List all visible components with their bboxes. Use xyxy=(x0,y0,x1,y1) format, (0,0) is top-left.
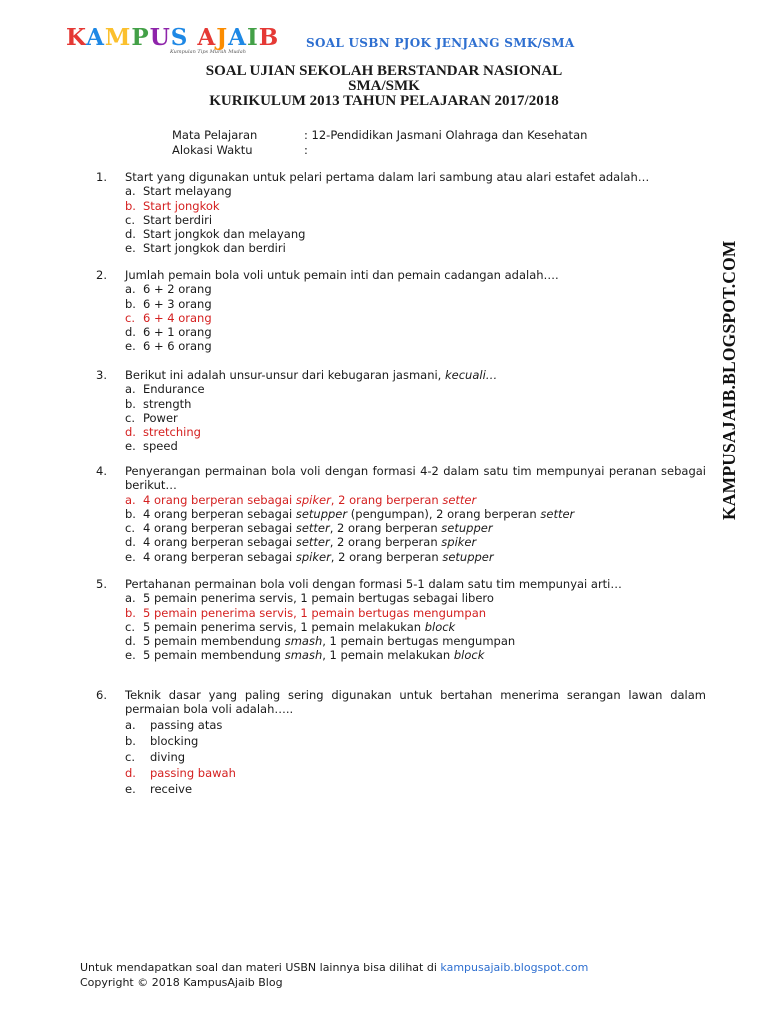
option xyxy=(125,634,706,648)
logo-letter: A xyxy=(228,24,247,51)
logo-letter: J xyxy=(216,24,229,51)
option-text: speed xyxy=(143,439,178,454)
option-list xyxy=(96,382,706,453)
question-text: Penyerangan permainan bola voli dengan formasi 4-2 dalam satu tim mempunyai peranan sebagai berikut… xyxy=(125,464,706,493)
option-text: 6 + 6 orang xyxy=(143,339,212,354)
footer-link[interactable]: kampusajaib.blogspot.com xyxy=(440,961,589,974)
option-letter: e. xyxy=(125,549,136,564)
option xyxy=(125,507,706,521)
option-text: Power xyxy=(143,410,178,425)
option-letter: e. xyxy=(125,339,136,354)
question-stem xyxy=(96,368,706,382)
option-letter: b. xyxy=(125,605,136,620)
logo-letter: M xyxy=(104,24,132,51)
option-letter: d. xyxy=(125,634,136,649)
logo-letter: U xyxy=(149,24,171,51)
answer-option xyxy=(125,493,706,507)
question-stem xyxy=(96,170,706,184)
answer-option xyxy=(125,311,706,325)
option-letter: e. xyxy=(125,439,136,454)
option-text: Start berdiri xyxy=(143,212,213,227)
logo-letter: K xyxy=(66,24,87,51)
logo-letter: A xyxy=(197,24,217,51)
option-letter: e. xyxy=(125,241,136,256)
option-letter: d. xyxy=(125,766,136,781)
question-stem xyxy=(96,464,706,493)
option-letter: a. xyxy=(125,591,136,606)
option-list xyxy=(96,184,706,255)
option xyxy=(125,717,706,733)
option-text: 4 orang berperan sebagai setter, 2 orang berperan spiker xyxy=(143,535,477,550)
option-letter: d. xyxy=(125,325,136,340)
option xyxy=(125,439,706,453)
option-text: 6 + 1 orang xyxy=(143,325,212,340)
subject-label: Mata Pelajaran xyxy=(172,128,258,142)
logo-letter: I xyxy=(247,24,259,51)
option-text: blocking xyxy=(150,733,199,748)
question-stem xyxy=(96,268,706,282)
option xyxy=(125,227,706,241)
option-letter: b. xyxy=(125,396,136,411)
option-letter: c. xyxy=(125,410,135,425)
option xyxy=(125,325,706,339)
copyright: Copyright © 2018 KampusAjaib Blog xyxy=(80,976,283,989)
option-text: Endurance xyxy=(143,382,205,397)
option-letter: b. xyxy=(125,198,136,213)
side-watermark: KAMPUSAJAIB.BLOGSPOT.COM xyxy=(719,240,739,520)
option-letter: c. xyxy=(125,212,135,227)
question-text: Berikut ini adalah unsur-unsur dari kebugaran jasmani, kecuali… xyxy=(125,368,498,382)
option-list xyxy=(96,717,706,798)
logo-tagline: Kumpulan Tips Murah Mudah xyxy=(170,49,246,55)
answer-option xyxy=(125,425,706,439)
option-letter: a. xyxy=(125,717,136,732)
logo-letter: B xyxy=(258,24,280,51)
document-titles xyxy=(0,64,768,109)
option xyxy=(125,648,706,662)
option xyxy=(125,297,706,311)
option-text: Start melayang xyxy=(143,184,232,199)
option-letter: c. xyxy=(125,750,135,764)
subject-value: : 12-Pendidikan Jasmani Olahraga dan Kesehatan xyxy=(304,128,588,142)
question-text-italic: kecuali… xyxy=(444,368,498,382)
option xyxy=(125,411,706,425)
option-text: 5 pemain membendung smash, 1 pemain bertugas mengumpan xyxy=(143,634,516,649)
option xyxy=(125,749,706,765)
option xyxy=(125,282,706,296)
option-letter: e. xyxy=(125,782,136,797)
option xyxy=(125,550,706,564)
question-3 xyxy=(96,368,706,454)
option xyxy=(125,184,706,198)
header-subtitle: SOAL USBN PJOK JENJANG SMK/SMA xyxy=(306,36,575,50)
title-line-1: SOAL UJIAN SEKOLAH BERSTANDAR NASIONAL xyxy=(205,63,563,79)
option-text: 4 orang berperan sebagai setter, 2 orang berperan setupper xyxy=(143,521,493,536)
option-text: 4 orang berperan sebagai spiker, 2 orang berperan setter xyxy=(143,492,477,507)
option-text: 4 orang berperan sebagai setupper (pengumpan), 2 orang berperan setter xyxy=(143,506,575,521)
option-letter: d. xyxy=(125,227,136,242)
option xyxy=(125,591,706,605)
question-number: 5. xyxy=(96,577,107,591)
option-text: 5 pemain penerima servis, 1 pemain melakukan block xyxy=(143,619,456,634)
option-letter: c. xyxy=(125,521,135,536)
question-number: 2. xyxy=(96,268,107,282)
question-number: 1. xyxy=(96,170,107,184)
brand-logo xyxy=(66,26,279,49)
footer xyxy=(80,960,588,990)
option-letter: a. xyxy=(125,492,136,507)
footer-text: Untuk mendapatkan soal dan materi USBN lainnya bisa dilihat di xyxy=(80,961,441,974)
question-number: 6. xyxy=(96,688,107,702)
question-4 xyxy=(96,464,706,564)
option-letter: e. xyxy=(125,648,136,663)
time-value: : xyxy=(304,143,308,157)
option-text: 6 + 3 orang xyxy=(143,296,212,311)
option xyxy=(125,781,706,797)
answer-option xyxy=(125,199,706,213)
option-letter: b. xyxy=(125,506,136,521)
option-list xyxy=(96,493,706,564)
option-text: 6 + 2 orang xyxy=(143,282,212,297)
option xyxy=(125,382,706,396)
logo-letter: S xyxy=(170,24,189,51)
option xyxy=(125,521,706,535)
question-number: 3. xyxy=(96,368,107,382)
time-label: Alokasi Waktu xyxy=(172,143,253,157)
exam-meta xyxy=(172,128,587,158)
option-text: 5 pemain penerima servis, 1 pemain bertugas sebagai libero xyxy=(143,591,494,606)
option-text: Start jongkok dan melayang xyxy=(143,227,306,242)
option-letter: b. xyxy=(125,733,136,748)
question-stem xyxy=(96,688,706,717)
option-text: 5 pemain penerima servis, 1 pemain bertugas mengumpan xyxy=(143,605,487,620)
option-list xyxy=(96,282,706,353)
option-letter: d. xyxy=(125,425,136,440)
option-text: 5 pemain membendung smash, 1 pemain melakukan block xyxy=(143,648,485,663)
question-text: Start yang digunakan untuk pelari pertama dalam lari sambung atau alari estafet adalah… xyxy=(125,170,650,184)
question-text: Teknik dasar yang paling sering digunakan untuk bertahan menerima serangan lawan dalam permaian bola voli adalah….. xyxy=(125,688,706,717)
option-list xyxy=(96,591,706,662)
title-line-3: KURIKULUM 2013 TAHUN PELAJARAN 2017/2018 xyxy=(209,93,559,109)
option-letter: a. xyxy=(125,282,136,297)
question-6 xyxy=(96,688,706,798)
option-letter: c. xyxy=(125,619,135,634)
option-text: receive xyxy=(150,782,193,797)
option-text: passing bawah xyxy=(150,766,236,781)
option xyxy=(125,733,706,749)
option-text: strength xyxy=(143,396,192,411)
option-letter: b. xyxy=(125,296,136,311)
question-text: Jumlah pemain bola voli untuk pemain inti dan pemain cadangan adalah…. xyxy=(125,268,559,282)
option-text: Start jongkok xyxy=(143,198,220,213)
question-1 xyxy=(96,170,706,256)
option-text: passing atas xyxy=(150,717,223,732)
option-text: 6 + 4 orang xyxy=(143,310,212,325)
option xyxy=(125,339,706,353)
question-text: Pertahanan permainan bola voli dengan formasi 5-1 dalam satu tim mempunyai arti… xyxy=(125,577,622,591)
option xyxy=(125,535,706,549)
option-letter: c. xyxy=(125,310,135,325)
option-letter: a. xyxy=(125,382,136,397)
option-text: stretching xyxy=(143,425,201,440)
logo-letter: P xyxy=(131,24,150,51)
option-text: Start jongkok dan berdiri xyxy=(143,241,286,256)
logo-letter: A xyxy=(86,24,105,51)
title-line-2: SMA/SMK xyxy=(348,78,420,94)
answer-option xyxy=(125,606,706,620)
option xyxy=(125,241,706,255)
question-stem xyxy=(96,577,706,591)
option-letter: a. xyxy=(125,184,136,199)
question-5 xyxy=(96,577,706,663)
answer-option xyxy=(125,765,706,781)
option xyxy=(125,213,706,227)
question-number: 4. xyxy=(96,464,107,478)
option xyxy=(125,620,706,634)
option-text: diving xyxy=(150,750,186,764)
option xyxy=(125,397,706,411)
option-text: 4 orang berperan sebagai spiker, 2 orang berperan setupper xyxy=(143,549,494,564)
option-letter: d. xyxy=(125,535,136,550)
question-2 xyxy=(96,268,706,354)
